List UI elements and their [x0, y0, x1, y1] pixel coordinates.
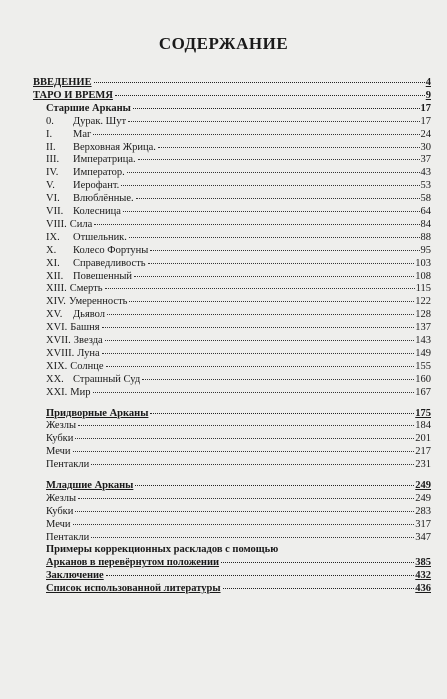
toc-entry-label: Отшельник. — [73, 231, 127, 243]
toc-leader-dots — [94, 74, 425, 83]
toc-leader-dots — [73, 516, 415, 525]
toc-entry-page: 103 — [415, 257, 431, 269]
toc-leader-dots — [158, 139, 420, 148]
toc-entry-number: XIII. — [46, 283, 67, 295]
toc-entry-label: Солнце — [70, 360, 104, 372]
toc-entry-label: Дурак. Шут — [73, 115, 127, 127]
toc-entry-number: VII. — [46, 206, 64, 217]
toc-entry-page: 432 — [415, 570, 431, 582]
toc-entry-page: 175 — [415, 407, 431, 419]
toc-entry-label: Иерофант. — [73, 180, 120, 192]
toc-leader-dots — [107, 306, 414, 315]
toc-entry-page: 122 — [415, 296, 431, 308]
toc-entry-page: 43 — [420, 167, 431, 179]
toc-entry-label: Жезлы — [46, 492, 77, 504]
toc-entry-label: Арканов в перевёрнутом положении — [46, 557, 220, 569]
toc-entry-page: 283 — [415, 505, 431, 517]
toc-leader-dots — [78, 490, 414, 499]
toc-entry-number: XXI. — [46, 386, 68, 398]
toc-leader-dots — [91, 456, 414, 465]
toc-entry-page: 347 — [415, 531, 431, 543]
toc-entry-label: Колесо Фортуны — [73, 244, 149, 256]
toc-leader-dots — [75, 430, 414, 439]
toc-entry-page: 217 — [415, 446, 431, 458]
toc-leader-dots — [102, 319, 415, 328]
toc-entry-label: Императрица. — [73, 154, 136, 166]
toc-leader-dots — [94, 216, 419, 225]
toc-entry-page: 108 — [415, 270, 431, 282]
toc-entry-number: XIV. — [46, 296, 66, 308]
toc-entry-page: 37 — [420, 154, 431, 166]
toc-entry-page: 4 — [425, 77, 431, 88]
toc-leader-dots — [91, 529, 414, 538]
toc-entry — [46, 582, 431, 595]
toc-entry-page: 160 — [415, 373, 431, 385]
toc-leader-dots — [134, 268, 414, 277]
toc-entry-label: Примеры коррекционных раскладов с помощью — [46, 543, 279, 555]
toc-entry-label: Мир — [70, 386, 91, 398]
toc-entry-number: V. — [46, 180, 55, 192]
toc-entry-label: Дьявол — [73, 309, 106, 321]
toc-leader-dots — [133, 100, 420, 109]
toc-leader-dots — [223, 580, 415, 589]
toc-entry-page: 30 — [420, 141, 431, 153]
toc-leader-dots — [106, 358, 415, 367]
toc-entry-label: Кубки — [46, 433, 74, 445]
toc-entry-label: Смерть — [69, 283, 103, 295]
toc-entry-page: 128 — [415, 309, 431, 321]
toc-entry-page: 64 — [420, 206, 431, 217]
toc-entry-number: IV. — [46, 167, 59, 179]
toc-leader-dots — [105, 280, 415, 289]
toc-entry-number: XVI. — [46, 322, 68, 334]
toc-entry-page: 184 — [415, 420, 431, 432]
toc-entry-label: Умеренность — [68, 296, 128, 308]
toc-entry-page: 149 — [415, 347, 431, 359]
toc-leader-dots — [128, 113, 419, 122]
toc-entry-number: XVIII. — [46, 347, 75, 359]
toc-leader-dots — [93, 126, 419, 135]
toc-entry-page: 24 — [420, 128, 431, 140]
toc-entry-number: 0. — [46, 115, 54, 127]
toc-leader-dots — [148, 255, 415, 264]
toc-entry-number: XI. — [46, 257, 60, 269]
toc-entry — [46, 531, 431, 544]
toc-entry-page: 9 — [425, 89, 431, 101]
toc-entry-label: Император. — [73, 167, 125, 179]
toc-entry-page: 231 — [415, 459, 431, 471]
toc-leader-dots — [129, 293, 414, 302]
toc-entry-label: Звезда — [73, 335, 103, 346]
toc-entry-page: 249 — [415, 480, 431, 491]
toc-leader-dots — [150, 242, 419, 251]
page-title: СОДЕРЖАНИЕ — [158, 34, 289, 53]
toc-entry-label: Сила — [69, 218, 93, 230]
toc-entry-label: Пентакли — [46, 531, 90, 543]
toc-entry — [46, 386, 431, 399]
toc-entry-label: ВВЕДЕНИЕ — [33, 77, 92, 88]
toc-leader-dots — [135, 477, 414, 486]
toc-entry-label: Повешенный — [73, 270, 133, 282]
toc-entry-label: Башня — [70, 322, 100, 334]
toc-entry-number: XV. — [46, 309, 63, 321]
toc-entry — [46, 458, 431, 471]
toc-leader-dots — [150, 405, 414, 414]
toc-entry-number: I. — [46, 128, 53, 140]
toc-entry-page: 317 — [415, 518, 431, 530]
toc-entry-label: Верховная Жрица. — [73, 141, 156, 153]
toc-leader-dots — [123, 203, 420, 212]
toc-entry-page: 143 — [415, 335, 431, 346]
toc-entry-number: IX. — [46, 231, 60, 243]
toc-entry-page: 115 — [415, 283, 431, 295]
toc-entry-page: 17 — [420, 115, 431, 127]
toc-entry-label: Страшный Суд — [73, 373, 141, 385]
toc-entry-label: Луна — [77, 347, 100, 359]
toc-entry-page: 84 — [420, 218, 431, 230]
toc-leader-dots — [105, 332, 415, 341]
toc-entry-number: VI. — [46, 193, 60, 205]
toc-entry-label: Мечи — [46, 446, 71, 458]
toc-entry-number: XVII. — [46, 335, 71, 346]
toc-leader-dots — [115, 87, 425, 96]
toc-entry-label: Пентакли — [46, 459, 90, 471]
toc-entry-label: Маг — [73, 128, 92, 140]
toc-entry-page: 53 — [420, 180, 431, 192]
toc-entry-number: XX. — [46, 373, 64, 385]
toc-entry-number: VIII. — [46, 218, 67, 230]
toc-entry-label: Влюблённые. — [73, 193, 134, 205]
toc-leader-dots — [106, 567, 415, 576]
toc-entry-label: Заключение — [46, 570, 104, 582]
toc-leader-dots — [221, 554, 414, 563]
toc-leader-dots — [73, 443, 415, 452]
toc-entry-page: 436 — [415, 583, 431, 595]
toc-entry-label: Мечи — [46, 518, 71, 530]
toc-entry-label: Старшие Арканы — [46, 102, 131, 114]
toc-leader-dots — [102, 345, 415, 354]
toc-entry-label: Жезлы — [46, 420, 77, 432]
toc-leader-dots — [121, 177, 419, 186]
toc-entry-page: 201 — [415, 433, 431, 445]
toc-entry-label: Кубки — [46, 505, 74, 517]
toc-entry-number: X. — [46, 244, 57, 256]
toc-entry-page: 155 — [415, 360, 431, 372]
toc-entry-page: 167 — [415, 386, 431, 398]
toc-entry-page: 88 — [420, 231, 431, 243]
toc-entry-label: ТАРО И ВРЕМЯ — [33, 89, 113, 101]
toc-entry-number: III. — [46, 154, 60, 166]
toc-leader-dots — [136, 190, 420, 199]
toc-entry-page: 17 — [420, 102, 431, 114]
toc-entry-label: Придворные Арканы — [46, 407, 149, 419]
toc-entry-page: 385 — [415, 557, 431, 569]
toc-leader-dots — [138, 151, 420, 160]
toc-entry-page: 249 — [415, 492, 431, 504]
toc-entry-page: 137 — [415, 322, 431, 334]
toc-entry-page: 95 — [420, 244, 431, 256]
toc-leader-dots — [75, 503, 414, 512]
toc-entry-label: Младшие Арканы — [46, 480, 134, 491]
toc-entry-label: Колесница — [73, 206, 121, 217]
toc-leader-dots — [78, 417, 414, 426]
toc-entry-label: Список использованной литературы — [46, 583, 221, 595]
toc-leader-dots — [127, 164, 420, 173]
toc-leader-dots — [142, 371, 414, 380]
toc-leader-dots — [93, 384, 415, 393]
toc-entry-number: II. — [46, 141, 56, 153]
toc-entry-number: XIX. — [46, 360, 68, 372]
toc-entry-number: XII. — [46, 270, 64, 282]
toc-entry-page: 58 — [420, 193, 431, 205]
toc-leader-dots — [129, 229, 420, 238]
toc-entry-label: Справедливость — [73, 257, 146, 269]
